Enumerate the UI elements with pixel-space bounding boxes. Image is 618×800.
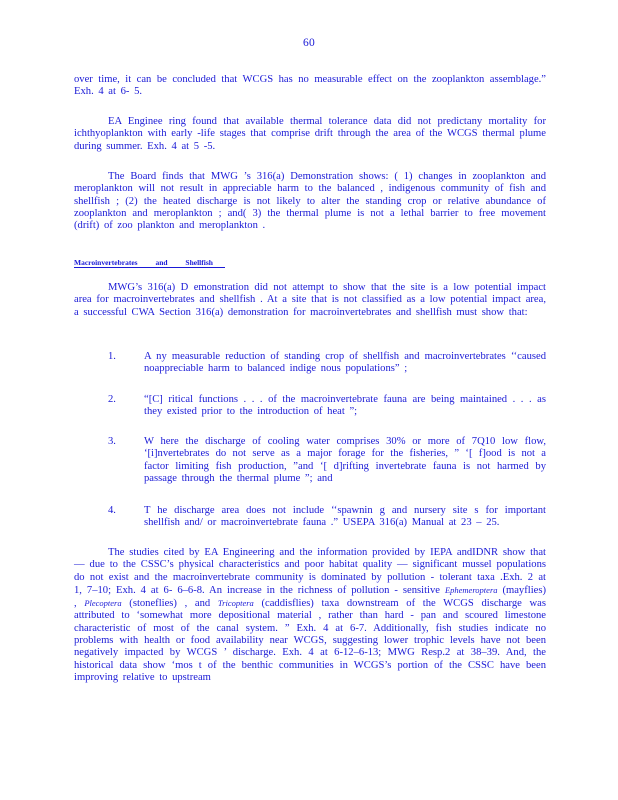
paragraph-segment: The studies cited by EA Engineering and the information provided by IEPA andIDNR show that — due to the CSSC’s physical characteristics and poor habitat quality — significant mussel populations do not exist and the macroinvertebrate community is dominated by pollution - tolerant taxa .Exh. 2 at 1, 7–10; Exh. 4 at 6- 6–6-8. An increase in the richness of pollution - sensitive (74, 547, 546, 596)
list-item (108, 351, 546, 376)
list-item-number: 1. (108, 351, 116, 362)
paragraph-text: MWG’s 316(a) D emonstration did not attempt to show that the site is a low potential impact area for macroinvertebrates and shellfish . At a site that is not classified as a low potential impact area, a successful CWA Section 316(a) demonstration for macroinvertebrates and shellfish must show that: (74, 282, 546, 318)
taxon-plecoptera: Plecoptera (84, 598, 122, 609)
paragraph-studies-cited (74, 547, 546, 684)
taxon-ephemeroptera: Ephemeroptera (444, 584, 498, 595)
paragraph-text: The Board finds that MWG ’s 316(a) Demonstration shows: ( 1) changes in zooplankton and meroplankton will not result in appreciable harm to the balanced , indigenous community of fish and shellfish ; (2) the heated discharge is not likely to alter the standing crop or relative abundance of zooplankton and meroplankton ; and( 3) the thermal plume is not a lethal barrier to free movement (drift) of zoo plankton and meroplankton . (74, 171, 546, 232)
paragraph-board-finding (74, 171, 546, 232)
list-item-number: 3. (108, 436, 116, 447)
list-item (108, 394, 546, 419)
paragraph-macroinvertebrate-requirements (74, 282, 546, 319)
paragraph-zooplankton-conclusion (74, 74, 546, 99)
list-item (108, 505, 546, 530)
section-heading: Macroinvertebrates and Shellfish (74, 258, 225, 268)
paragraph-segment: (mayflies) , (74, 584, 546, 610)
list-item-text: W here the discharge of cooling water comprises 30% or more of 7Q10 low flow, ‘[i]nvertebrates do not serve as a major forage for the fisheries, ” ‘[ f]ood is not a factor limiting fish production, ”and ‘[ d]rifting invertebrate fauna is not harmed by passage through the thermal plume ”; and (144, 436, 546, 484)
paragraph-segment: (stoneflies) , and (121, 598, 218, 610)
taxon-tricoptera: Tricoptera (217, 598, 254, 609)
paragraph-segment: (caddisflies) taxa downstream of the WCGS discharge was attributed to ‘somewhat more depositional material , rather than hard - pan and scoured limestone characteristic of most of the canal system. ” Exh. 4 at 6-7. Additionally, fish studies indicate no problems with health or food availability near WCGS, suggesting lower trophic levels have not been negatively impacted by WCGS ’ discharge. Exh. 4 at 6-12–6-13; MWG Resp.2 at 38–39. And, the historical data show ‘mos t of the benthic communities in WCGS’s portion of the CSSC have been improving relative to upstream (74, 598, 547, 683)
paragraph-text: over time, it can be concluded that WCGS has no measurable effect on the zooplankton assemblage.” Exh. 4 at 6- 5. (74, 74, 546, 98)
list-item-number: 2. (108, 394, 116, 405)
page-number: 60 (302, 37, 316, 49)
paragraph-text (74, 547, 546, 684)
list-item (108, 436, 546, 485)
paragraph-ichthyoplankton (74, 116, 546, 153)
list-item-text: T he discharge area does not include ‘‘spawnin g and nursery site s for important shellfish and/ or macroinvertebrate fauna .” USEPA 316(a) Manual at 23 – 25. (144, 505, 546, 529)
list-item-text: A ny measurable reduction of standing crop of shellfish and macroinvertebrates ‘‘caused noappreciable harm to balanced indige nous populations” ; (144, 351, 546, 375)
list-item-text: “[C] ritical functions . . . of the macroinvertebrate fauna are being maintained . . . as they existed prior to the introduction of heat ”; (144, 394, 546, 418)
paragraph-text: EA Enginee ring found that available thermal tolerance data did not predictany mortality for ichthyoplankton with early -life stages that comprise drift through the area of the WCGS thermal plume during summer. Exh. 4 at 5 -5. (74, 116, 546, 152)
list-item-number: 4. (108, 505, 116, 516)
